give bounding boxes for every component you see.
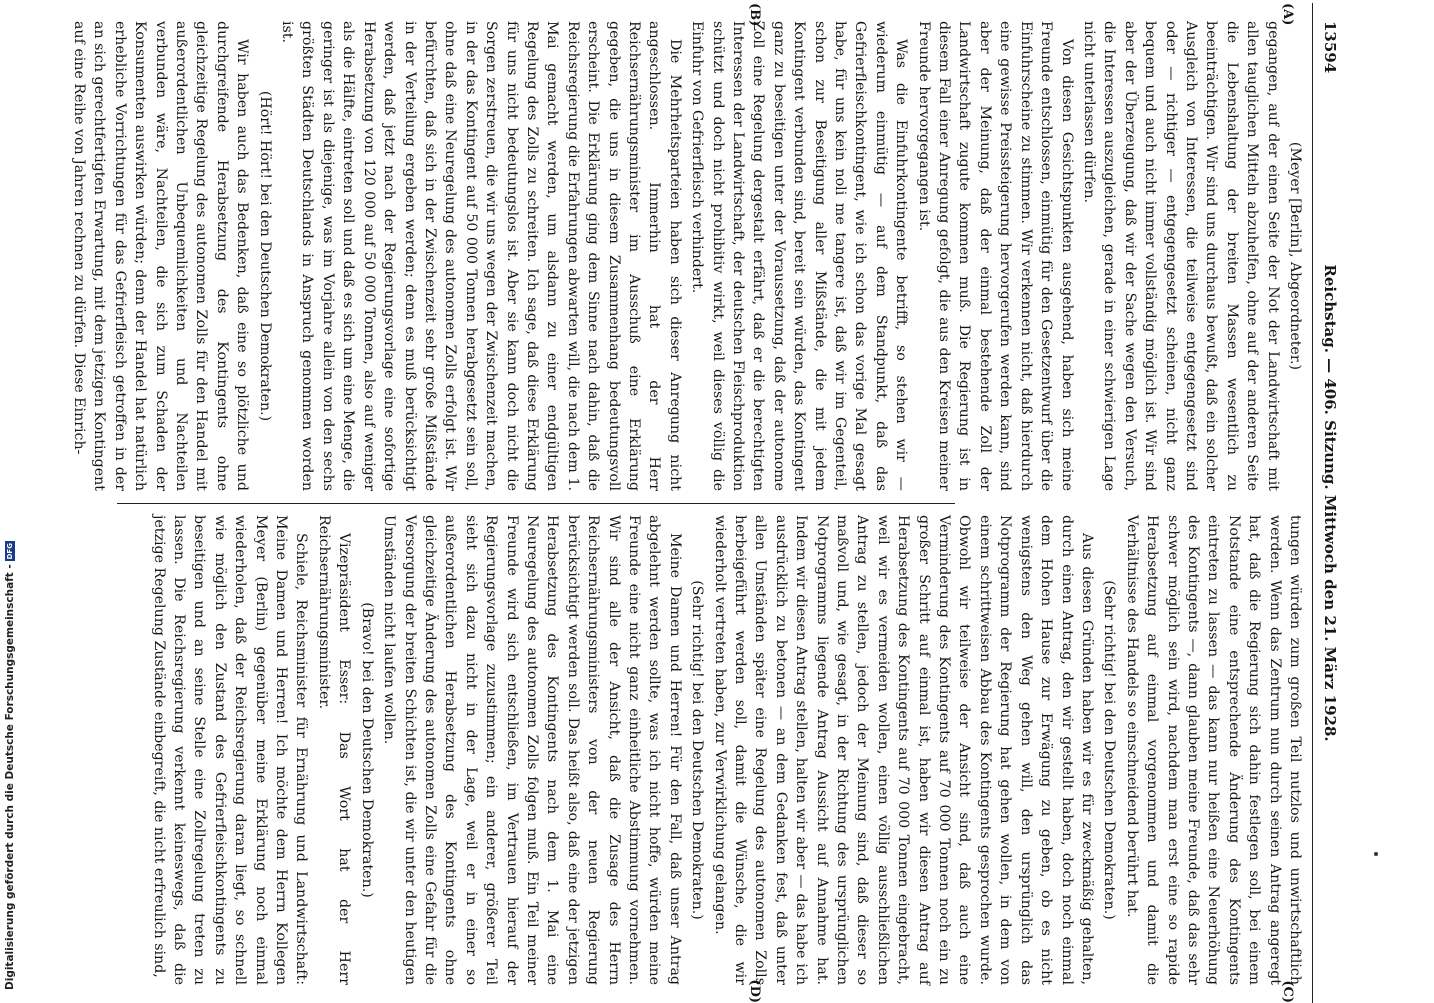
paragraph: Vizepräsident Esser: Das Wort hat der Herr Reichsernährungsminister. xyxy=(315,515,353,985)
interjection: (Sehr richtig! bei den Deutschen Demokraten.) xyxy=(1101,580,1118,920)
page-title: Reichstag. — 406. Sitzung. Mittwoch den 21. März 1928. xyxy=(1321,264,1339,742)
paragraph: Aus diesen Gründen haben wir es für zweckmäßig gehalten, durch einen Antrag, den wir gestellt haben, doch noch einmal dem Hohen Hause zur Erwägung zu geben, ob es nicht wenigstens den Weg gehen will, den ursprünglich das Notprogramm der Regierung hat gehen wollen, in dem von einem schrittweisen Abbau des Kontingents gesprochen wurde. Obwohl wir teilweise der Ansicht sind, daß auch eine Verminderung des Kontingents auf 70 000 Tonnen noch ein zu großer Schritt auf einmal ist, haben wir diesen Antrag auf Herabsetzung des Kontingents auf 70 000 Tonnen eingebracht, weil wir es vermeiden wollen, einen völlig ausschließlichen Antrag zu stellen, jedoch der Meinung sind, daß dieser so maßvoll und, wie gesagt, in der Richtung des ursprünglichen Notprogramms liegende Antrag Aussicht auf Annahme hat. Indem wir diesen Antrag stellen, halten wir aber — das habe ich ausdrücklich zu betonen — an dem Gedanken fest, daß unter allen Umständen später eine Regelung des autonomen Zolls herbeigeführt werden soll, damit die Wünsche, die wir wiederholt vertreten haben, zur Verwirklichung gelangen. xyxy=(711,515,1095,985)
margin-marker-d: (D) xyxy=(747,979,762,1003)
digitization-footer xyxy=(4,543,18,995)
interjection: (Hört! Hört! bei den Deutschen Demokraten.) xyxy=(256,90,273,422)
paragraph: Von diesen Gesichtspunkten ausgehend, haben sich meine Freunde entschlossen, einmütig für den Gesetzentwurf über die Einfuhrscheine zu stimmen. Wir verkennen nicht, daß hierdurch eine gewisse Preissteigerung hervorgerufen werden kann, sind aber der Meinung, daß der einmal bestehende Zoll der Landwirtschaft zugute kommen muß. Die Regierung ist in diesem Fall einer Anregung gefolgt, die aus den Kreisen meiner Freunde hervorgegangen ist. xyxy=(915,21,1075,491)
paragraph: Schiele, Reichsminister für Ernährung und Landwirtschaft: Meine Damen und Herren! Ich möchte dem Herrn Kollegen Meyer (Berlin) gegenüber meine Erklärung noch einmal wiederholen, daß der Reichsregierung daran liegt, so schnell wie möglich den Zustand des Gefrierfleischkontingents zu beseitigen und an seine Stelle eine Zollregelung treten zu lassen. Die Reichsregierung verkennt keineswegs, daß die jetzige Regelung Zustände einbegreift, die nicht erfreulich sind, xyxy=(150,515,310,985)
interjection: (Sehr richtig! bei den Deutschen Demokraten.) xyxy=(689,580,706,920)
column-divider xyxy=(117,503,955,504)
interjection: (Bravo! bei den Deutschen Demokraten.) xyxy=(358,602,375,898)
paragraph: Meine Damen und Herren! Für den Fall, daß unser Antrag abgelehnt werden sollte, was ich nicht hoffe, würden meine Freunde eine nicht ganz einheitliche Abstimmung vornehmen. Wir sind alle der Ansicht, daß die Zusage des Herrn Reichsernährungsministers von der neuen Regierung berücksichtigt werden soll. Das heißt also, daß eine der jetzigen Herabsetzung des Kontingents nach dem 1. Mai eine Neuregelung des autonomen Zolls folgen muß. Ein Teil meiner Freunde wird sich entschließen, im Vertrauen hierauf der Regierungsvorlage zuzustimmen; ein anderer, größerer Teil sieht sich dazu nicht in der Lage, weil er in einer so außerordentlichen Herabsetzung des Kontingents ohne gleichzeitige Änderung des autonomen Zolls eine Gefahr für die Versorgung der breiten Schichten ist, die wir unter den heutigen Umständen nicht laufen wollen. xyxy=(381,515,683,985)
speaker-line: (Meyer [Berlin], Abgeordneter.) xyxy=(1287,141,1303,371)
dfg-logo-icon: DFG xyxy=(6,543,14,560)
left-column xyxy=(71,21,1305,491)
margin-marker-b: (B) xyxy=(747,3,762,27)
paragraph: Wir haben auch das Bedenken, daß eine so plötzliche und durchgreifende Herabsetzung des Kontingents ohne gleichzeitige Regelung des autonomen Zolls für den Handel mit außerordentlichen Unbequemlichkeiten und Nachteilen verbunden wäre, Nachteilen, die sich zum Schaden der Konsumenten auswirken würden; denn der Handel hat natürlich erhebliche Vorrichtungen für das Gefrierfleisch getroffen in der an sich gerechtfertigten Erwartung, mit dem jetzigen Kontingent auf eine Reihe von Jahren rechnen zu dürfen. Diese Einrich- xyxy=(71,21,251,491)
page-header xyxy=(1312,3,1347,1003)
scan-speck xyxy=(1374,852,1378,856)
footer-credit: Digitalisierung gefördert durch die Deutsche Forschungsgemeinschaft - xyxy=(4,564,16,990)
right-column xyxy=(117,515,1305,985)
paragraph: Die Mehrheitsparteien haben sich dieser Anregung nicht angeschlossen. Immerhin hat der Herr Reichsernährungsminister im Ausschuß eine Erklärung gegeben, die uns in diesem Zusammenhang bedeutungsvoll erscheint. Die Erklärung ging dem Sinne nach dahin, daß die Reichsregierung die Erfahrungen abwarten will, die nach dem 1. Mai gemacht werden, um alsdann zu einer endgültigen Regelung des Zolls zu schreiten. Ich sage, daß diese Erklärung für uns nicht bedeutungslos ist. Aber sie kann doch nicht die Sorgen zerstreuen, die wir uns wegen der Zwischenzeit machen, in der das Kontingent auf 50 000 Tonnen herabgesetzt sein soll, ohne daß eine Neuregelung des autonomen Zolls erfolgt ist. Wir befürchten, daß sich in der Zwischenzeit sehr große Mißstände in der Verteilung ergeben werden; denn es muß berücksichtigt werden, daß jetzt nach der Regierungsvorlage eine sofortige Herabsetzung von 120 000 auf 50 000 Tonnen, also auf weniger als die Hälfte, eintreten soll und daß es sich um eine Menge, die geringer ist als diejenige, was im Vorjahre allein von den sechs größten Städten Deutschlands in Anspruch genommen worden ist. xyxy=(279,21,683,491)
document-page xyxy=(71,3,1347,1003)
paragraph: tungen würden zum großen Teil nutzlos und unwirtschaftlich werden. Wenn das Zentrum nun durch seinen Antrag angeregt hat, daß die Regierung sich dahin festlegen soll, bei einem Notstande eine entsprechende Änderung des Kontingents eintreten zu lassen — das kann nur heißen eine Neuerhöhung des Kontingents —, dann glauben meine Freunde, daß das sehr schwer möglich sein wird, nachdem man erst eine so rapide Herabsetzung auf einmal vorgenommen und damit die Verhältnisse des Handels so einschneidend berührt hat. xyxy=(1123,515,1303,985)
page-number: 13594 xyxy=(1321,21,1339,74)
margin-marker-a: (A) xyxy=(1280,3,1295,26)
paragraph: Was die Einfuhrkontingente betrifft, so stehen wir — wiederum einmütig — auf dem Standpunkt, daß das Gefrierfleischkontingent, wie ich schon das vorige Mal gesagt habe, für uns kein noli me tangere ist, daß wir im Gegenteil, schon zur Beseitigung aller Mißstände, die mit jedem Kontingent verbunden sind, bereit sein würden, das Kontingent ganz zu beseitigen unter der Voraussetzung, daß der autonome Zoll eine Regelung dergestalt erfährt, daß er die berechtigten Interessen der Landwirtschaft, der deutschen Fleischproduktion schützt und doch nicht prohibitiv wirkt, weil dieses völlig die Einfuhr von Gefrierfleisch verhindert. xyxy=(689,21,910,491)
paragraph: gegangen, auf der einen Seite der Not der Landwirtschaft mit allen tauglichen Mitteln abzuhelfen, ohne auf der anderen Seite die Lebenshaltung der breiten Massen wesentlich zu beeinträchtigen. Wir sind uns durchaus bewußt, daß ein solcher Ausgleich von Interessen, die teilweise entgegengesetzt sind oder — richtiger — entgegengesetzt scheinen, nicht ganz bequem und auch nicht immer vollständig möglich ist. Wir sind aber der Überzeugung, daß wir der Sache wegen den Versuch, die Interessen auszugleichen, gerade in einer schwierigen Lage nicht unterlassen dürfen. xyxy=(1080,21,1281,491)
margin-marker-c: (C) xyxy=(1280,980,1295,1003)
